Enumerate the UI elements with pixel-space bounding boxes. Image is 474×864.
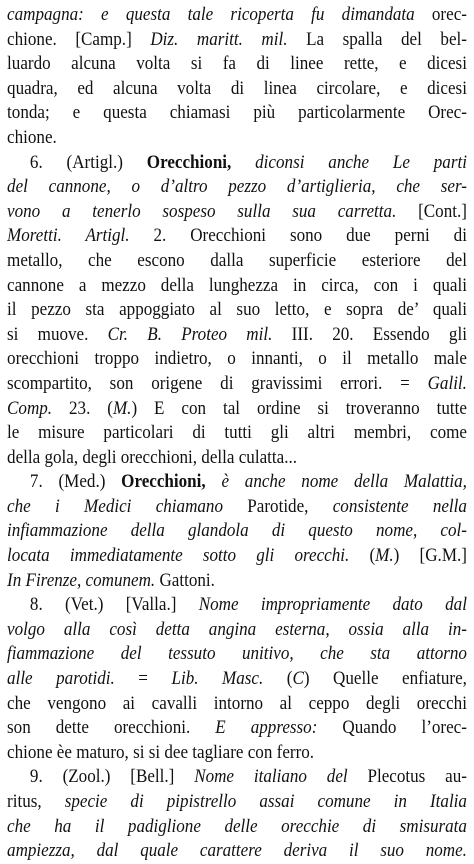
text-segment: Nome italiano del (194, 766, 348, 788)
text-segment: fiammazione del tessuto unitivo, che sta attorno (7, 643, 467, 665)
text-line (7, 224, 467, 249)
text-segment: [Cont.] (396, 200, 467, 222)
text-segment: volgo alla così detta angina esterna, ossia alla in- (7, 618, 467, 640)
text-segment: tonda; e questa chiamasi più particolarmente Orec- (7, 102, 467, 124)
text-segment: 9. (Zool.) [Bell.] (29, 766, 195, 788)
text-line (7, 101, 467, 126)
text-segment: Gattoni. (155, 569, 215, 591)
text-segment: del cannone, o d’altro pezzo d’artiglieria, che ser- (7, 176, 467, 198)
text-segment: luardo alcuna volta si fa di linee rette, e dicesi (7, 53, 467, 75)
text-line (7, 52, 467, 77)
text-line (7, 618, 467, 643)
text-segment: cannone a mezzo della lunghezza in circa, con i quali (7, 274, 467, 296)
text-segment: 8. (Vet.) [Valla.] (29, 594, 199, 616)
text-line (7, 28, 467, 53)
text-line (7, 470, 467, 495)
text-line (7, 495, 467, 520)
text-segment: chione èe maturo, si si dee tagliare con ferro. (7, 741, 315, 763)
text-segment: alle parotidi. (7, 668, 115, 690)
text-segment: ) E con tal ordine si troveranno tutte (131, 397, 467, 419)
text-line (7, 372, 467, 397)
text-segment: Plecotus au- (347, 766, 467, 788)
text-line (7, 815, 467, 840)
text-segment: Quando l’orec- (317, 717, 467, 739)
text-segment: Moretti. Artigl. (7, 225, 130, 247)
text-line (7, 839, 467, 864)
text-line (7, 741, 467, 766)
text-segment: C (292, 668, 304, 690)
text-segment: ) [G.M.] (393, 545, 467, 567)
text-segment: consistente nella (332, 495, 467, 517)
text-segment: scompartito, son origene di gravissimi errori. = (7, 372, 428, 394)
text-segment: 23. ( (52, 397, 113, 419)
text-line (7, 3, 467, 28)
text-segment: Lib. Masc. (171, 668, 264, 690)
text-segment: Comp. (7, 397, 53, 419)
text-segment: = (114, 668, 172, 690)
text-line (7, 667, 467, 692)
text-segment: della gola, degli orecchioni, della culatta... (7, 446, 298, 468)
text-line (7, 298, 467, 323)
text-segment: locata immediatamente sotto gli orecchi. (7, 545, 350, 567)
text-segment: ampiezza, dal quale carattere deriva il suo nome. (7, 840, 467, 862)
text-line (7, 716, 467, 741)
text-line (7, 151, 467, 176)
text-line (7, 200, 467, 225)
text-line (7, 274, 467, 299)
text-line (7, 126, 467, 151)
text-segment: ( (349, 545, 376, 567)
text-segment: ( (263, 668, 293, 690)
text-segment: chione. (7, 126, 57, 148)
text-line (7, 421, 467, 446)
text-segment: 2. Orecchioni sono due perni di (129, 225, 467, 247)
text-segment: 7. (Med.) (29, 471, 122, 493)
text-segment: si muove. (7, 323, 108, 345)
text-segment: Nome impropriamente dato dal (198, 594, 467, 616)
text-segment: vono a tenerlo sospeso sulla sua carretta. (7, 200, 397, 222)
text-line (7, 790, 467, 815)
text-segment: il pezzo sta appoggiato al suo letto, e sopra de’ quali (7, 299, 467, 321)
text-segment: M. (112, 397, 132, 419)
text-segment: ritus, (7, 791, 65, 812)
text-segment: son dette orecchioni. (7, 717, 216, 739)
text-segment: quadra, ed alcuna volta di linea circolare, e dicesi (7, 77, 467, 99)
text-segment: campagna: e questa tale ricoperta fu dimandata (7, 4, 432, 25)
text-segment: che i (7, 495, 85, 517)
text-segment: Cr. B. Proteo mil. (107, 323, 273, 345)
text-segment: chione. [Camp.] (7, 28, 151, 50)
text-line (7, 175, 467, 200)
text-segment: le misure particolari di tutti gli altri membri, come (7, 422, 467, 444)
text-segment: La spalla del bel- (287, 28, 467, 50)
text-line (7, 77, 467, 102)
text-segment: specie di pipistrello assai comune in Italia (64, 791, 467, 812)
text-line (7, 544, 467, 569)
text-segment: orecchioni troppo indietro, o innanti, o il metallo male (7, 348, 467, 370)
text-line (7, 323, 467, 348)
text-segment: E appresso: (215, 717, 318, 739)
text-segment: Medici chiamano (84, 495, 224, 517)
text-segment: Orecchioni, (121, 471, 206, 493)
text-line (7, 765, 467, 790)
text-segment: è anche nome della Malattia, (205, 471, 467, 493)
text-line (7, 569, 467, 594)
text-segment: orec- (431, 4, 467, 25)
text-segment: diconsi anche Le parti (231, 151, 467, 173)
text-line (7, 347, 467, 372)
text-line (7, 642, 467, 667)
text-line (7, 446, 467, 471)
text-segment: Galil. (427, 372, 467, 394)
text-segment: che ha il padiglione delle orecchie di smisurata (7, 815, 467, 837)
text-line (7, 593, 467, 618)
text-segment: M. (375, 545, 394, 567)
text-line (7, 519, 467, 544)
text-segment: III. 20. Essendo gli (272, 323, 467, 345)
text-line (7, 692, 467, 717)
text-segment: Parotide, (223, 495, 333, 517)
text-segment: ) Quelle enfiature, (303, 668, 467, 690)
text-segment: infiammazione della glandola di questo nome, col- (7, 520, 467, 542)
text-line (7, 249, 467, 274)
text-segment: Orecchioni, (146, 151, 232, 173)
text-segment: In Firenze, comunem. (7, 569, 156, 591)
text-line (7, 397, 467, 422)
text-segment: 6. (Artigl.) (29, 151, 147, 173)
text-segment: metallo, che escono dalla superficie esteriore del (7, 249, 467, 271)
text-segment: Diz. maritt. mil. (150, 28, 288, 50)
text-segment: che vengono ai cavalli intorno al ceppo degli orecchi (7, 692, 467, 714)
